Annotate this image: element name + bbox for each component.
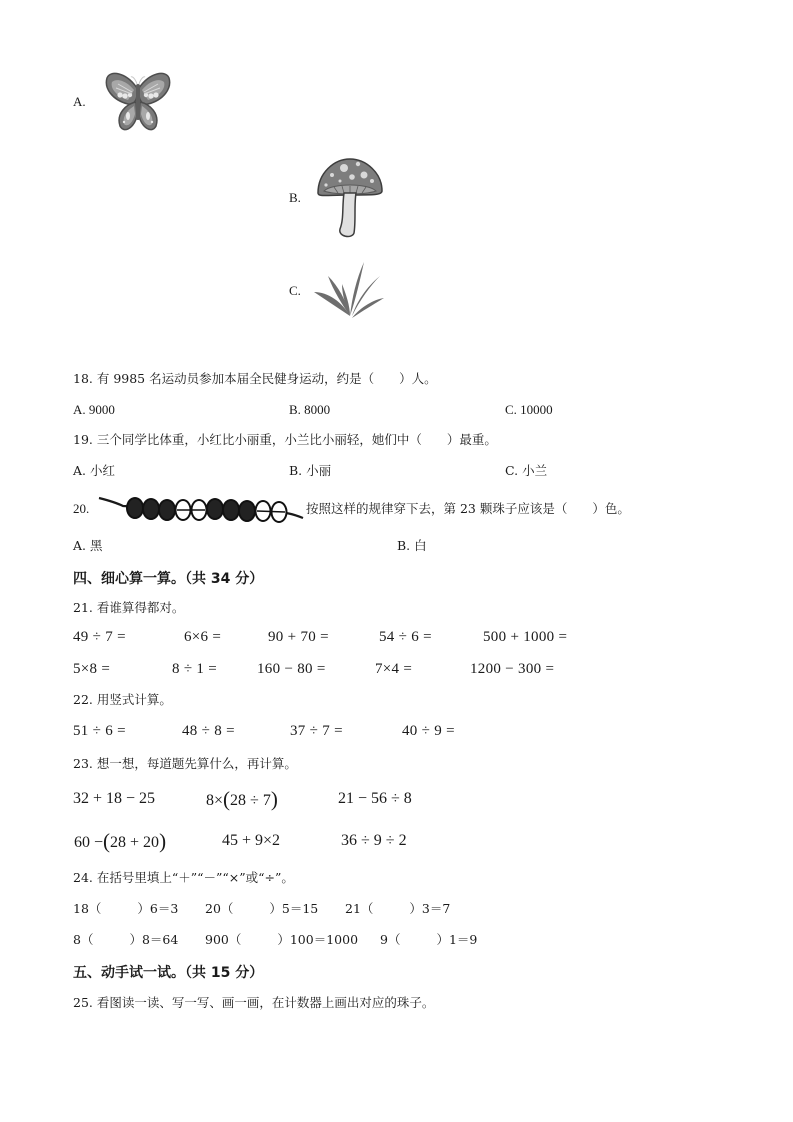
q24-blank: 18（ ）6＝3: [73, 901, 179, 916]
q22-question: 22. 用竖式计算。: [73, 692, 172, 707]
q19-option-c[interactable]: C. 小兰: [505, 463, 548, 478]
q22-expr: 37 ÷ 7 =: [290, 723, 343, 739]
q22-expr: 51 ÷ 6 =: [73, 723, 126, 739]
section5-heading: 五、动手试一试。（共 15 分）: [73, 965, 264, 981]
q20-option-b[interactable]: B. 白: [397, 538, 427, 553]
q23-expr: 45 + 9×2: [222, 832, 281, 849]
q21-expr: 49 ÷ 7 =: [73, 629, 126, 645]
q23-expr: 8×(28 ÷ 7): [206, 787, 278, 811]
butterfly-icon: [104, 70, 172, 134]
q22-expr: 40 ÷ 9 =: [402, 723, 455, 739]
q18-option-c[interactable]: C. 10000: [505, 402, 553, 417]
q22-expr: 48 ÷ 8 =: [182, 723, 235, 739]
q21-expr: 500 + 1000 =: [483, 629, 568, 645]
q17-option-b-label: B.: [289, 190, 301, 205]
q21-expr: 160 − 80 =: [257, 661, 326, 677]
q24-blank: 20（ ）5＝15: [205, 901, 319, 916]
q21-expr: 7×4 =: [375, 661, 413, 677]
q23-question: 23. 想一想，每道题先算什么，再计算。: [73, 756, 297, 771]
q25-question: 25. 看图读一读、写一写、画一画，在计数器上画出对应的珠子。: [73, 995, 435, 1010]
q24-blank: 21（ ）3＝7: [345, 901, 451, 916]
q18-option-a[interactable]: A. 9000: [73, 402, 115, 417]
q24-question: 24. 在括号里填上“＋”“－”“×”或“÷”。: [73, 870, 294, 885]
section4-heading: 四、细心算一算。（共 34 分）: [73, 571, 264, 587]
q21-expr: 5×8 =: [73, 661, 111, 677]
q23-expr: 21 − 56 ÷ 8: [338, 790, 412, 807]
bead-string-image: [97, 492, 305, 526]
q20-option-a[interactable]: A. 黑: [73, 538, 103, 553]
q23-expr: 36 ÷ 9 ÷ 2: [341, 832, 407, 849]
q24-blank: 900（ ）100＝1000: [205, 932, 359, 947]
q17-option-a-label: A.: [73, 94, 86, 109]
q20-number: 20.: [73, 501, 90, 516]
q21-question: 21. 看谁算得都对。: [73, 600, 185, 615]
grass-icon: [314, 262, 386, 318]
q19-question: 19. 三个同学比体重，小红比小丽重，小兰比小丽轻，她们中（ ）最重。: [73, 432, 497, 447]
q19-option-a[interactable]: A. 小红: [73, 463, 115, 478]
q21-expr: 8 ÷ 1 =: [172, 661, 218, 677]
q17-option-c-label: C.: [289, 283, 301, 298]
q21-expr: 1200 − 300 =: [470, 661, 555, 677]
q23-expr: 60 −(28 + 20): [74, 829, 167, 853]
q21-expr: 90 + 70 =: [268, 629, 329, 645]
q24-blank: 9（ ）1＝9: [380, 932, 478, 947]
q21-expr: 6×6 =: [184, 629, 222, 645]
q18-question: 18. 有 9985 名运动员参加本届全民健身运动，约是（ ）人。: [73, 371, 437, 386]
q18-option-b[interactable]: B. 8000: [289, 402, 331, 417]
q21-expr: 54 ÷ 6 =: [379, 629, 432, 645]
q23-expr: 32 + 18 − 25: [73, 790, 156, 807]
q19-option-b[interactable]: B. 小丽: [289, 463, 332, 478]
q24-blank: 8（ ）8＝64: [73, 932, 179, 947]
q20-question: 按照这样的规律穿下去，第 23 颗珠子应该是（ ）色。: [306, 501, 630, 516]
mushroom-icon: [314, 155, 386, 239]
